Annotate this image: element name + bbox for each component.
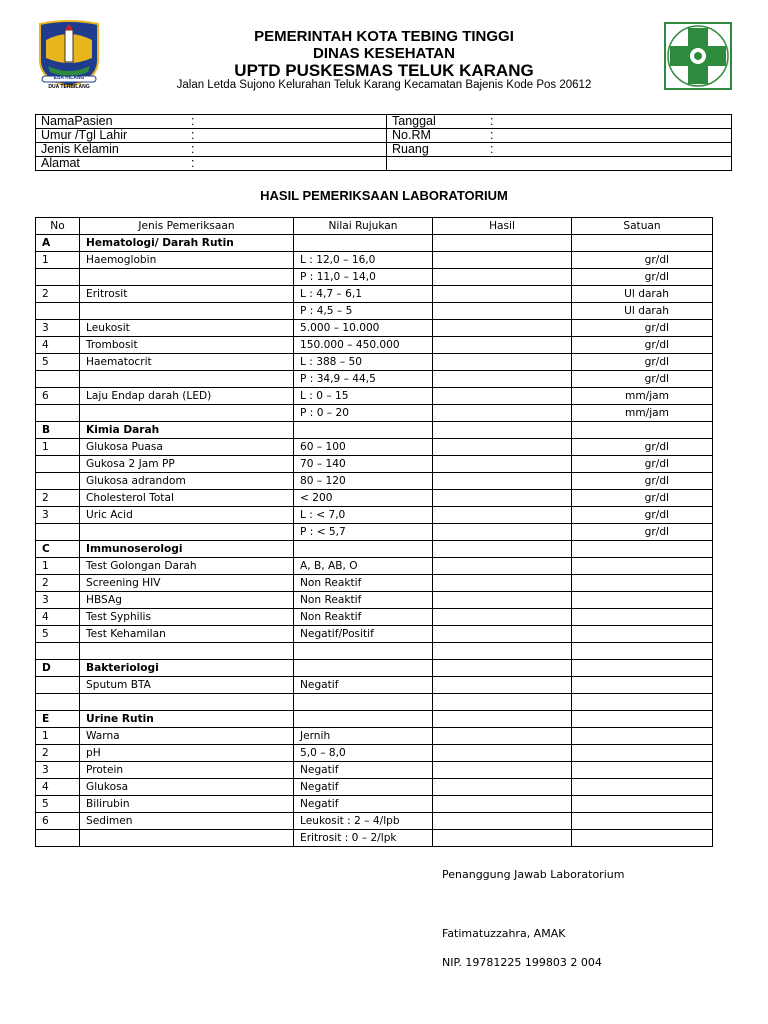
table-row [36, 779, 713, 796]
cell-result [433, 796, 572, 813]
cell-reference [294, 643, 433, 660]
header-no: No [36, 218, 80, 235]
cell-unit: gr/dl [572, 269, 713, 286]
cell-reference: 5.000 – 10.000 [294, 320, 433, 337]
cell-unit [572, 779, 713, 796]
signature-role: Penanggung Jawab Laboratorium [442, 868, 625, 881]
cell-no [36, 643, 80, 660]
cell-unit: gr/dl [572, 354, 713, 371]
clinic-address: Jalan Letda Sujono Kelurahan Teluk Karang Kecamatan Bajenis Kode Pos 20612 [176, 79, 592, 91]
table-row [36, 388, 713, 405]
cell-result [433, 320, 572, 337]
cell-exam: Haemoglobin [80, 252, 294, 269]
cell-no [36, 371, 80, 388]
cell-exam [80, 269, 294, 286]
cell-reference: Negatif [294, 762, 433, 779]
table-row [36, 609, 713, 626]
table-row [36, 728, 713, 745]
cell-reference: L : 388 – 50 [294, 354, 433, 371]
cell-reference: Negatif [294, 677, 433, 694]
cell-result [433, 252, 572, 269]
cell-result [433, 575, 572, 592]
cell-no: 3 [36, 762, 80, 779]
cell-reference: 150.000 – 450.000 [294, 337, 433, 354]
cell-reference: P : 11,0 – 14,0 [294, 269, 433, 286]
cell-exam: Hematologi/ Darah Rutin [80, 235, 294, 252]
cell-result [433, 694, 572, 711]
cell-unit: gr/dl [572, 507, 713, 524]
header-result: Hasil [433, 218, 572, 235]
cell-result [433, 405, 572, 422]
cell-no [36, 269, 80, 286]
header-exam: Jenis Pemeriksaan [80, 218, 294, 235]
record-number-field: No.RM : [387, 129, 732, 143]
cell-no: 4 [36, 337, 80, 354]
cell-result [433, 609, 572, 626]
cell-no [36, 456, 80, 473]
cell-reference: Negatif [294, 796, 433, 813]
cell-result [433, 524, 572, 541]
cell-reference: Negatif/Positif [294, 626, 433, 643]
patient-name-field: NamaPasien : [36, 115, 387, 129]
city-emblem-logo [36, 20, 102, 94]
signature-name: Fatimatuzzahra, AMAK [442, 927, 566, 940]
cell-exam: Laju Endap darah (LED) [80, 388, 294, 405]
cell-no: 4 [36, 779, 80, 796]
cell-exam: Cholesterol Total [80, 490, 294, 507]
table-row [36, 558, 713, 575]
document-title: HASIL PEMERIKSAAN LABORATORIUM [260, 188, 508, 203]
cell-exam: Bakteriologi [80, 660, 294, 677]
cell-exam [80, 830, 294, 847]
table-row [36, 660, 713, 677]
cell-reference: P : 34,9 – 44,5 [294, 371, 433, 388]
gender-field: Jenis Kelamin : [36, 143, 387, 157]
cell-unit [572, 694, 713, 711]
cell-reference: A, B, AB, O [294, 558, 433, 575]
cell-unit [572, 745, 713, 762]
cell-reference: L : 0 – 15 [294, 388, 433, 405]
cell-result [433, 830, 572, 847]
cell-exam: Kimia Darah [80, 422, 294, 439]
cell-result [433, 456, 572, 473]
cell-no: 6 [36, 813, 80, 830]
cell-exam: Sputum BTA [80, 677, 294, 694]
cell-unit: gr/dl [572, 473, 713, 490]
cell-reference [294, 660, 433, 677]
cell-no [36, 677, 80, 694]
cell-unit: mm/jam [572, 405, 713, 422]
cell-no: 5 [36, 354, 80, 371]
cell-no [36, 405, 80, 422]
cell-reference: Leukosit : 2 – 4/lpb [294, 813, 433, 830]
table-row [36, 626, 713, 643]
cell-exam: Eritrosit [80, 286, 294, 303]
cell-result [433, 660, 572, 677]
cell-result [433, 762, 572, 779]
cell-reference: Non Reaktif [294, 609, 433, 626]
cell-reference: Eritrosit : 0 – 2/lpk [294, 830, 433, 847]
cell-exam: Trombosit [80, 337, 294, 354]
cell-no: 3 [36, 320, 80, 337]
lab-results-table [35, 217, 713, 847]
cell-exam: Bilirubin [80, 796, 294, 813]
cell-result [433, 269, 572, 286]
cell-exam: Glukosa [80, 779, 294, 796]
cell-unit: gr/dl [572, 524, 713, 541]
table-row [36, 337, 713, 354]
cell-exam: Gukosa 2 Jam PP [80, 456, 294, 473]
cell-no: 2 [36, 286, 80, 303]
cell-unit [572, 235, 713, 252]
cell-no: C [36, 541, 80, 558]
signature-nip: NIP. 19781225 199803 2 004 [442, 956, 602, 969]
cell-no: 1 [36, 558, 80, 575]
cell-reference: < 200 [294, 490, 433, 507]
cell-unit [572, 626, 713, 643]
department-title: DINAS KESEHATAN [313, 45, 455, 62]
cell-result [433, 711, 572, 728]
cell-result [433, 592, 572, 609]
cell-no: 1 [36, 439, 80, 456]
cell-result [433, 813, 572, 830]
cell-exam: Test Kehamilan [80, 626, 294, 643]
table-row [36, 439, 713, 456]
table-row [36, 541, 713, 558]
cell-unit [572, 541, 713, 558]
cell-result [433, 303, 572, 320]
cell-result [433, 558, 572, 575]
cell-unit: gr/dl [572, 252, 713, 269]
table-row [36, 507, 713, 524]
cell-unit: gr/dl [572, 456, 713, 473]
table-row [36, 473, 713, 490]
date-field: Tanggal : [387, 115, 732, 129]
cell-reference [294, 422, 433, 439]
table-row [36, 252, 713, 269]
cell-exam: Test Syphilis [80, 609, 294, 626]
cell-reference: Non Reaktif [294, 575, 433, 592]
cell-exam: Glukosa Puasa [80, 439, 294, 456]
cell-result [433, 371, 572, 388]
cell-exam [80, 694, 294, 711]
table-row [36, 677, 713, 694]
cell-no [36, 830, 80, 847]
cell-exam: Urine Rutin [80, 711, 294, 728]
empty-field [387, 157, 732, 171]
cell-exam: Haematocrit [80, 354, 294, 371]
cell-reference: Negatif [294, 779, 433, 796]
cell-unit [572, 575, 713, 592]
cell-no: 6 [36, 388, 80, 405]
table-row [36, 524, 713, 541]
cell-result [433, 337, 572, 354]
cell-exam: Immunoserologi [80, 541, 294, 558]
cell-exam: Glukosa adrandom [80, 473, 294, 490]
cell-unit [572, 677, 713, 694]
cell-reference [294, 694, 433, 711]
cell-result [433, 286, 572, 303]
cell-exam [80, 405, 294, 422]
cell-reference: 5,0 – 8,0 [294, 745, 433, 762]
cell-result [433, 541, 572, 558]
table-row [36, 490, 713, 507]
cell-no: 1 [36, 252, 80, 269]
cell-unit [572, 711, 713, 728]
cell-no: A [36, 235, 80, 252]
cell-no: 1 [36, 728, 80, 745]
cell-unit: gr/dl [572, 320, 713, 337]
cell-reference: 60 – 100 [294, 439, 433, 456]
cell-result [433, 473, 572, 490]
cell-reference: 80 – 120 [294, 473, 433, 490]
table-row [36, 371, 713, 388]
table-row [36, 405, 713, 422]
table-row [36, 711, 713, 728]
cell-unit [572, 558, 713, 575]
table-row [36, 422, 713, 439]
table-row [36, 303, 713, 320]
cell-unit [572, 643, 713, 660]
cell-unit [572, 660, 713, 677]
cell-result [433, 490, 572, 507]
clinic-title: UPTD PUSKESMAS TELUK KARANG [234, 61, 534, 80]
cell-result [433, 626, 572, 643]
table-row [36, 796, 713, 813]
cell-no [36, 524, 80, 541]
cell-result [433, 507, 572, 524]
cell-exam: pH [80, 745, 294, 762]
table-row [36, 813, 713, 830]
cell-unit: mm/jam [572, 388, 713, 405]
cell-unit: gr/dl [572, 337, 713, 354]
puskesmas-logo [664, 22, 732, 90]
cell-exam: Protein [80, 762, 294, 779]
cell-reference: 70 – 140 [294, 456, 433, 473]
table-row [36, 643, 713, 660]
table-row [36, 320, 713, 337]
table-row [36, 694, 713, 711]
cell-no: 5 [36, 796, 80, 813]
cell-reference: L : 4,7 – 6,1 [294, 286, 433, 303]
header-reference: Nilai Rujukan [294, 218, 433, 235]
cell-exam: Uric Acid [80, 507, 294, 524]
cell-reference: Jernih [294, 728, 433, 745]
table-row [36, 745, 713, 762]
cell-unit: Ul darah [572, 303, 713, 320]
cell-no: 2 [36, 575, 80, 592]
cell-no [36, 473, 80, 490]
cell-unit: gr/dl [572, 439, 713, 456]
cell-result [433, 388, 572, 405]
patient-info-table [35, 114, 732, 171]
cell-result [433, 779, 572, 796]
cell-reference: Non Reaktif [294, 592, 433, 609]
cell-exam: Sedimen [80, 813, 294, 830]
cell-exam [80, 371, 294, 388]
cell-unit [572, 592, 713, 609]
table-row [36, 575, 713, 592]
cell-reference [294, 711, 433, 728]
cell-no: B [36, 422, 80, 439]
cell-exam [80, 524, 294, 541]
cell-result [433, 643, 572, 660]
cell-exam: Screening HIV [80, 575, 294, 592]
cell-no: 2 [36, 490, 80, 507]
cell-exam: Leukosit [80, 320, 294, 337]
table-row [36, 235, 713, 252]
cell-unit: gr/dl [572, 490, 713, 507]
table-row [36, 269, 713, 286]
cell-no [36, 694, 80, 711]
table-row [36, 354, 713, 371]
cell-unit: Ul darah [572, 286, 713, 303]
cell-reference: L : 12,0 – 16,0 [294, 252, 433, 269]
table-row [36, 830, 713, 847]
logo-motto-1: ESA HILANG [53, 75, 85, 81]
cell-result [433, 728, 572, 745]
cell-no: 3 [36, 507, 80, 524]
age-field: Umur /Tgl Lahir : [36, 129, 387, 143]
cell-reference: P : 4,5 – 5 [294, 303, 433, 320]
cell-exam [80, 303, 294, 320]
cell-unit [572, 796, 713, 813]
cell-no: D [36, 660, 80, 677]
cell-reference [294, 541, 433, 558]
cell-result [433, 677, 572, 694]
cell-reference: P : < 5,7 [294, 524, 433, 541]
cell-result [433, 354, 572, 371]
cell-no: 2 [36, 745, 80, 762]
cell-reference: L : < 7,0 [294, 507, 433, 524]
cell-no: E [36, 711, 80, 728]
cell-unit [572, 728, 713, 745]
cell-result [433, 422, 572, 439]
cell-no [36, 303, 80, 320]
cell-unit [572, 813, 713, 830]
cell-unit: gr/dl [572, 371, 713, 388]
cell-exam: Warna [80, 728, 294, 745]
cell-unit [572, 609, 713, 626]
table-row [36, 762, 713, 779]
address-field: Alamat : [36, 157, 387, 171]
cell-unit [572, 762, 713, 779]
cell-result [433, 235, 572, 252]
table-header-row [36, 218, 713, 235]
cell-exam [80, 643, 294, 660]
table-row [36, 286, 713, 303]
cell-unit [572, 830, 713, 847]
cell-exam: Test Golongan Darah [80, 558, 294, 575]
cell-reference: P : 0 – 20 [294, 405, 433, 422]
cell-exam: HBSAg [80, 592, 294, 609]
room-field: Ruang : [387, 143, 732, 157]
cell-no: 4 [36, 609, 80, 626]
cell-unit [572, 422, 713, 439]
cell-result [433, 745, 572, 762]
cell-no: 3 [36, 592, 80, 609]
cell-reference [294, 235, 433, 252]
logo-motto-2: DUA TERBILANG [48, 84, 90, 90]
header-unit: Satuan [572, 218, 713, 235]
table-row [36, 456, 713, 473]
cell-no: 5 [36, 626, 80, 643]
cell-result [433, 439, 572, 456]
table-row [36, 592, 713, 609]
government-title: PEMERINTAH KOTA TEBING TINGGI [254, 28, 514, 45]
